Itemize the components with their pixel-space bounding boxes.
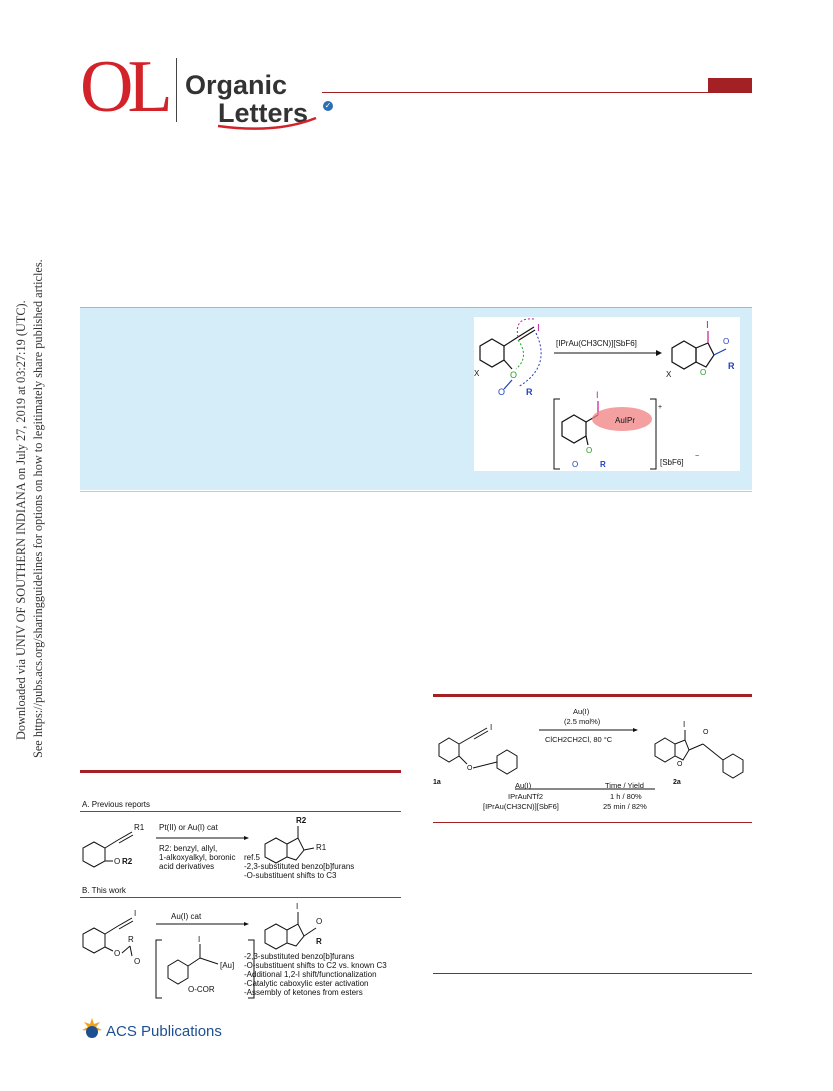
note-b-4: -Catalytic caboxylic ester activation <box>244 979 369 988</box>
table-header-yield: Time / Yield <box>605 781 644 790</box>
substrate-phenyl <box>497 750 517 774</box>
ring-b-product <box>265 924 287 949</box>
table-row1-yield: 1 h / 80% <box>610 792 642 801</box>
scheme1-loading: (2.5 mol%) <box>564 717 601 726</box>
ring-b-start <box>83 928 105 953</box>
toc-oxygen-ring: O <box>700 368 707 377</box>
table-header-catalyst: Au(I) <box>515 781 532 790</box>
journal-name-line1: Organic <box>185 70 288 100</box>
r-b-start: R <box>128 935 134 944</box>
toc-r-product: R <box>728 361 735 371</box>
product-ring <box>655 738 675 762</box>
toc-carbonyl-intermediate: O <box>572 460 579 469</box>
iodine-b-intermediate: I <box>198 935 201 944</box>
ester-b-intermediate: O-COR <box>188 985 215 994</box>
toc-graphic <box>474 317 740 471</box>
note-a-1: -2,3-substituted benzo[b]furans <box>244 862 355 871</box>
carbonyl-b-start: O <box>134 957 141 966</box>
r1-product: R1 <box>316 843 327 852</box>
abstract-bottom-rule <box>80 491 752 492</box>
r2-product: R2 <box>296 816 307 825</box>
toc-carbonyl-product: O <box>723 337 730 346</box>
download-note <box>14 259 54 758</box>
verified-check-icon: ✓ <box>324 101 332 110</box>
toc-counterion-charge: − <box>695 453 700 460</box>
product-iodine: I <box>683 720 686 729</box>
substrate-label: 1a <box>433 779 441 786</box>
note-a-2: -O-substituent shifts to C3 <box>244 871 337 880</box>
table-row2-catalyst: [IPrAu(CH3CN)][SbF6] <box>483 802 559 811</box>
note-b-3: -Additional 1,2-I shift/functionalization <box>244 970 377 979</box>
section-a-title: A. Previous reports <box>82 800 151 809</box>
gold-b-intermediate: [Au] <box>220 961 235 970</box>
note-b-1: -2,3-substituted benzo[b]furans <box>244 952 355 961</box>
download-note-line2: See https://pubs.acs.org/sharingguidelines for options on how to legitimately share published articles. <box>31 259 45 758</box>
logo-divider <box>176 58 177 122</box>
product-phenyl <box>723 754 743 778</box>
toc-r-left: R <box>526 387 533 397</box>
scheme2-a <box>80 812 401 886</box>
r2-definition-2: 1-alkoxyalkyl, boronic <box>159 853 236 862</box>
scheme1-conditions: ClCH2CH2Cl, 80 °C <box>545 735 613 744</box>
column-bottom-rule <box>433 973 752 974</box>
benzene-ring-product <box>672 341 696 369</box>
r-b-product: R <box>316 937 322 946</box>
r2-start: R2 <box>122 857 133 866</box>
oxygen-start: O <box>114 857 121 866</box>
toc-cation-charge: + <box>658 404 663 411</box>
toc-gold-ligand: AuIPr <box>615 416 636 425</box>
journal-name-line2: Letters <box>218 98 309 128</box>
r2-definition-3: acid derivatives <box>159 862 215 871</box>
iodine-b-product: I <box>296 902 299 911</box>
ring-b-intermediate <box>168 960 188 984</box>
product-label: 2a <box>673 779 681 786</box>
logo-swoosh-icon <box>216 112 326 132</box>
download-note-line1: Downloaded via UNIV OF SOUTHERN INDIANA on July 27, 2019 at 03:27:19 (UTC). <box>14 300 28 740</box>
note-b-5: -Assembly of ketones from esters <box>244 988 363 997</box>
substrate-ring <box>439 738 459 762</box>
substrate-iodine-label: I <box>490 723 493 732</box>
toc-counterion: [SbF6] <box>660 458 684 467</box>
toc-oxygen-intermediate: O <box>586 446 593 455</box>
toc-iodine-left: I <box>537 323 540 334</box>
catalyst-a: Pt(II) or Au(I) cat <box>159 823 218 832</box>
substrate-oxygen: O <box>467 765 473 772</box>
ring-a-product <box>265 838 287 863</box>
toc-scheme <box>474 317 740 471</box>
scheme1-top-rule <box>433 694 752 697</box>
oxygen-b-start: O <box>114 949 121 958</box>
journal-logo: OL <box>80 46 167 128</box>
benzene-ring-intermediate <box>562 415 586 443</box>
publisher-name: ACS Publications <box>106 1023 222 1040</box>
carbonyl-b-product: O <box>316 917 323 926</box>
toc-carbonyl-o: O <box>498 387 506 397</box>
product-carbonyl: O <box>703 729 709 736</box>
product-ring-oxygen: O <box>677 761 683 768</box>
r1-start: R1 <box>134 823 145 832</box>
toc-catalyst: [IPrAu(CH3CN)][SbF6] <box>556 339 637 348</box>
table-row1-catalyst: IPrAuNTf2 <box>508 792 544 801</box>
benzene-ring-left <box>480 339 504 367</box>
r2-definition-1: R2: benzyl, allyl, <box>159 844 218 853</box>
reference-a: ref.5 <box>244 853 261 862</box>
toc-iodine-intermediate: I <box>596 390 599 400</box>
header-rule <box>322 92 752 93</box>
header-tab <box>708 78 752 92</box>
toc-x-left: X <box>474 369 480 378</box>
table-row2-yield: 25 min / 82% <box>603 802 647 811</box>
scheme1 <box>433 700 752 800</box>
section-b-title: B. This work <box>82 886 126 895</box>
note-b-2: -O-substituent shifts to C2 vs. known C3 <box>244 961 387 970</box>
scheme1-bottom-rule <box>433 822 752 823</box>
toc-oxygen-left: O <box>510 370 518 380</box>
toc-x-product: X <box>666 370 672 379</box>
toc-iodine-product: I <box>706 320 709 331</box>
catalyst-b: Au(I) cat <box>171 912 202 921</box>
toc-r-intermediate: R <box>600 460 606 469</box>
acs-flame-icon <box>80 1016 104 1042</box>
scheme2-top-rule <box>80 770 401 773</box>
ring-a-start <box>83 842 105 867</box>
iodine-b-start: I <box>134 909 137 918</box>
scheme1-catalyst: Au(I) <box>573 707 590 716</box>
